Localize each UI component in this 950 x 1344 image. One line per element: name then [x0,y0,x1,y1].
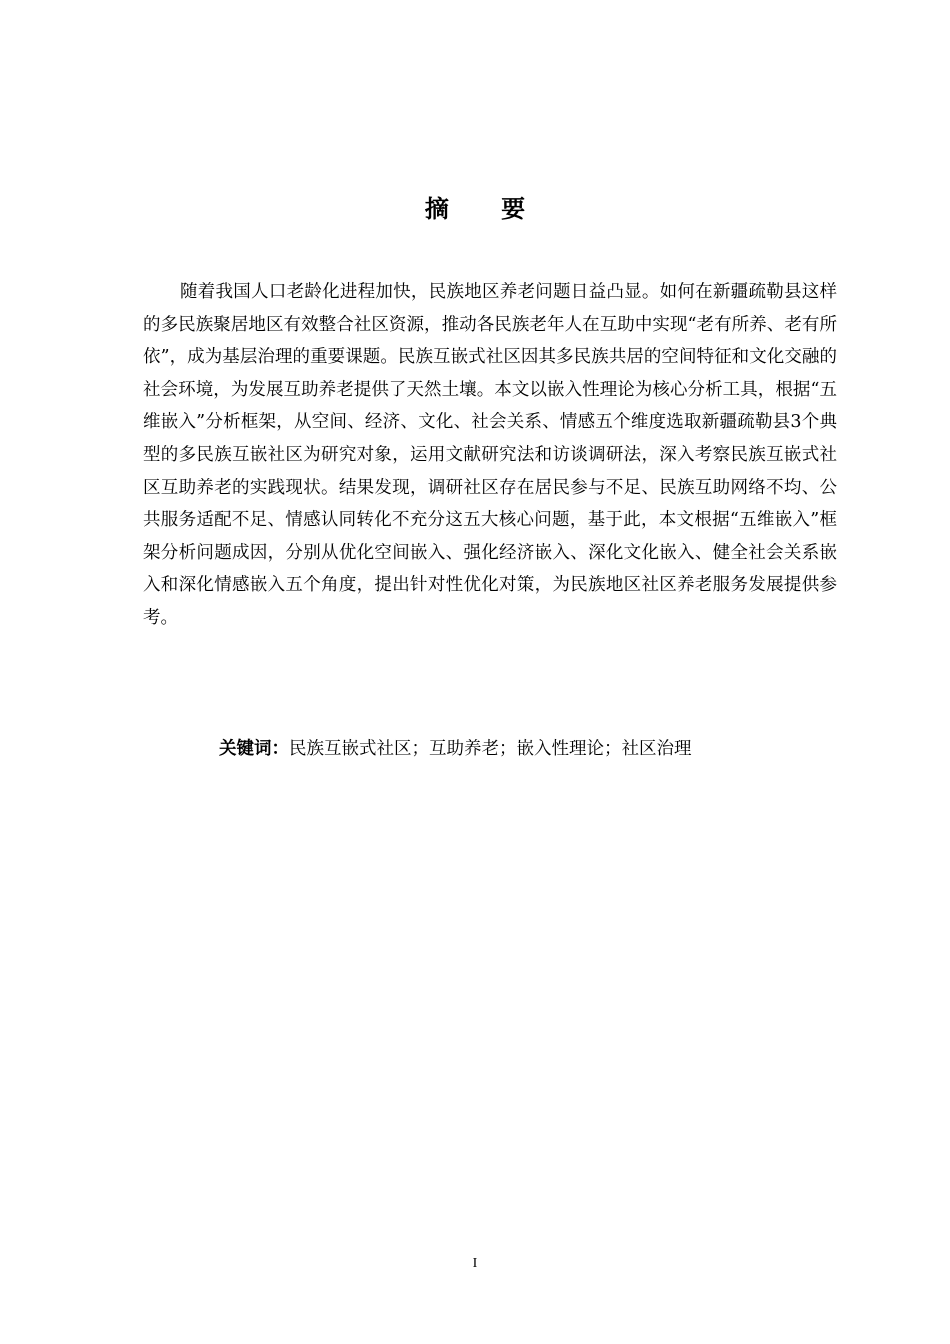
keywords-text: 民族互嵌式社区；互助养老；嵌入性理论；社区治理 [289,739,692,759]
abstract-paragraph: 随着我国人口老龄化进程加快，民族地区养老问题日益凸显。如何在新疆疏勒县这样的多民族聚居地区有效整合社区资源，推动各民族老年人在互助中实现“老有所养、老有所依”，成为基层治理的重要课题。民族互嵌式社区因其多民族共居的空间特征和文化交融的社会环境，为发展互助养老提供了天然土壤。本文以嵌入性理论为核心分析工具，根据“五维嵌入”分析框架，从空间、经济、文化、社会关系、情感五个维度选取新疆疏勒县3个典型的多民族互嵌社区为研究对象，运用文献研究法和访谈调研法，深入考察民族互嵌式社区互助养老的实践现状。结果发现，调研社区存在居民参与不足、民族互助网络不均、公共服务适配不足、情感认同转化不充分这五大核心问题，基于此，本文根据“五维嵌入”框架分析问题成因，分别从优化空间嵌入、强化经济嵌入、深化文化嵌入、健全社会关系嵌入和深化情感嵌入五个角度，提出针对性优化对策，为民族地区社区养老服务发展提供参考。 [143,282,837,628]
keywords-line [219,736,839,762]
abstract-title: 摘 要 [424,195,548,223]
keywords-label: 关键词： [219,739,289,759]
page-number: I [472,1256,478,1271]
